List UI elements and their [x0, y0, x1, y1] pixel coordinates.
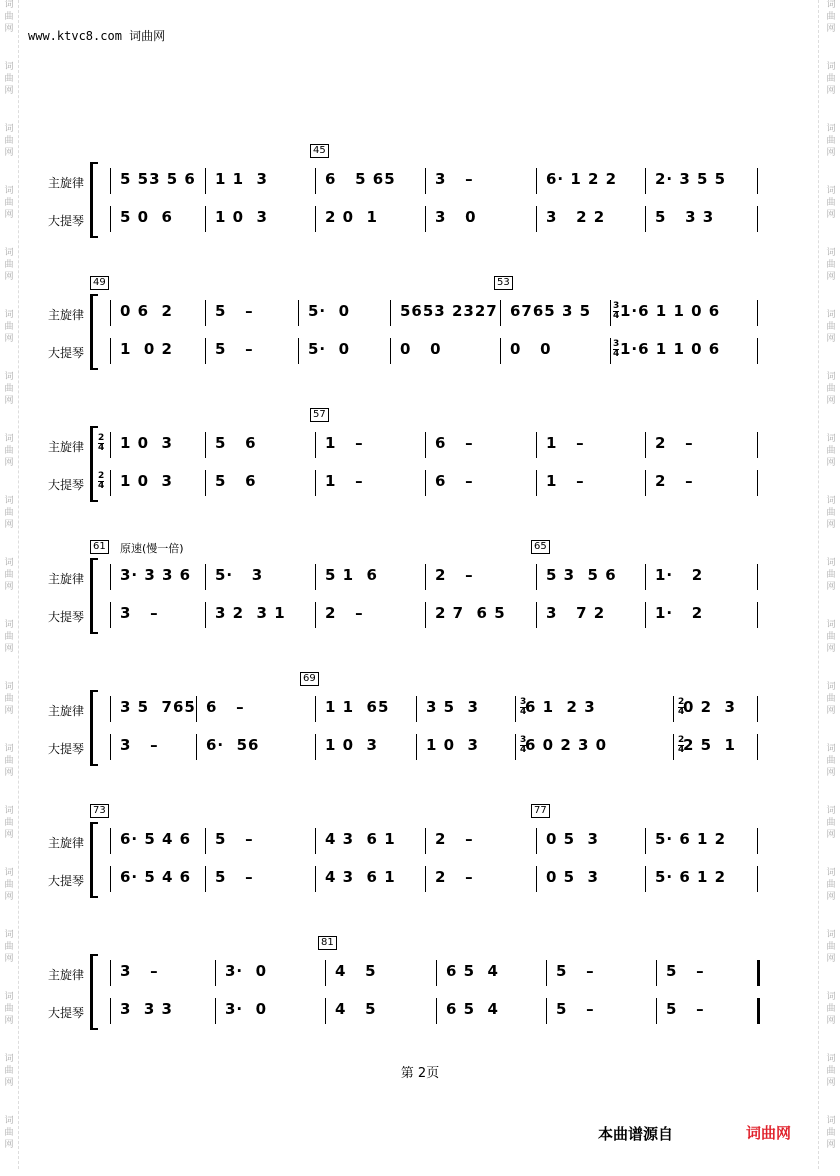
bass-measure: 6 –	[435, 472, 474, 490]
bass-measure: 5 6	[215, 472, 257, 490]
barline	[500, 338, 501, 364]
bass-label: 大提琴	[48, 214, 85, 228]
music-system	[0, 937, 840, 1042]
bass-measure: 3 –	[120, 736, 159, 754]
time-signature: 3 4	[520, 735, 527, 755]
bass-measure: 1 0 2	[120, 340, 173, 358]
barline	[110, 998, 111, 1024]
barline	[515, 734, 516, 760]
barline	[110, 866, 111, 892]
barline	[315, 168, 316, 194]
barline	[757, 564, 758, 590]
barline	[416, 734, 417, 760]
barline	[205, 300, 206, 326]
bass-measure: 3 0	[435, 208, 477, 226]
bass-measure: 3 2 2	[546, 208, 606, 226]
measure-number: 77	[531, 804, 550, 818]
barline	[645, 168, 646, 194]
staff-brace	[90, 822, 98, 898]
barline	[757, 300, 758, 326]
barline	[656, 960, 657, 986]
melody-measure: 2· 3 5 5	[655, 170, 727, 188]
barline	[757, 338, 758, 364]
barline	[215, 960, 216, 986]
melody-measure: 1 1 3	[215, 170, 268, 188]
music-system	[0, 541, 840, 646]
time-signature: 2 4	[98, 471, 105, 491]
staff-brace	[90, 954, 98, 1030]
measure-number: 53	[494, 276, 513, 290]
barline	[610, 300, 611, 326]
barline	[757, 828, 758, 854]
barline	[425, 168, 426, 194]
melody-measure: 2 –	[435, 566, 474, 584]
barline	[205, 168, 206, 194]
melody-measure: 3· 3 3 6	[120, 566, 192, 584]
music-system	[0, 277, 840, 382]
barline	[757, 734, 758, 760]
time-signature: 3 4	[613, 301, 620, 321]
time-signature: 3 4	[520, 697, 527, 717]
barline	[757, 960, 760, 986]
page-number: 第 2页	[400, 1066, 440, 1081]
melody-measure: 3 –	[120, 962, 159, 980]
bass-measure: 2 –	[325, 604, 364, 622]
barline	[315, 432, 316, 458]
barline	[425, 866, 426, 892]
barline	[425, 602, 426, 628]
staff-brace	[90, 558, 98, 634]
barline	[645, 866, 646, 892]
bass-measure: 5 3 3	[655, 208, 715, 226]
melody-measure: 5 6	[215, 434, 257, 452]
bass-measure: 5· 0	[308, 340, 351, 358]
bass-measure: 3 –	[120, 604, 159, 622]
melody-measure: 3 5 765	[120, 698, 196, 716]
bass-measure: 1 0 3	[325, 736, 378, 754]
bass-measure: 1 0 3	[120, 472, 173, 490]
melody-measure: 0 6 2	[120, 302, 173, 320]
measure-number: 69	[300, 672, 319, 686]
barline	[515, 696, 516, 722]
barline	[110, 602, 111, 628]
music-system	[0, 805, 840, 910]
staff-brace	[90, 162, 98, 238]
barline	[416, 696, 417, 722]
melody-label: 主旋律	[48, 836, 85, 850]
time-signature: 2 4	[678, 697, 685, 717]
melody-measure: 1 –	[325, 434, 364, 452]
bass-label: 大提琴	[48, 610, 85, 624]
melody-measure: 2 –	[435, 830, 474, 848]
barline	[315, 602, 316, 628]
barline	[425, 564, 426, 590]
melody-measure: 5 1 6	[325, 566, 378, 584]
barline	[757, 470, 758, 496]
barline	[536, 828, 537, 854]
barline	[110, 696, 111, 722]
melody-measure: 5 3 5 6	[546, 566, 617, 584]
barline	[315, 696, 316, 722]
melody-label: 主旋律	[48, 176, 85, 190]
music-system	[0, 673, 840, 778]
bass-measure: 2 0 1	[325, 208, 378, 226]
melody-measure: 0 2 3	[683, 698, 736, 716]
barline	[205, 338, 206, 364]
barline	[110, 432, 111, 458]
barline	[110, 470, 111, 496]
bass-measure: 4 3 6 1	[325, 868, 396, 886]
melody-label: 主旋律	[48, 572, 85, 586]
bass-measure: 2 –	[435, 868, 474, 886]
measure-number: 45	[310, 144, 329, 158]
staff-brace	[90, 426, 98, 502]
measure-number: 81	[318, 936, 337, 950]
bass-measure: 5· 6 1 2	[655, 868, 727, 886]
bass-label: 大提琴	[48, 874, 85, 888]
barline	[110, 300, 111, 326]
barline	[536, 866, 537, 892]
barline	[673, 696, 674, 722]
barline	[196, 696, 197, 722]
barline	[110, 960, 111, 986]
bass-measure: 0 5 3	[546, 868, 599, 886]
barline	[196, 734, 197, 760]
barline	[546, 998, 547, 1024]
melody-measure: 4 5	[335, 962, 377, 980]
barline	[425, 470, 426, 496]
barline	[645, 828, 646, 854]
bass-measure: 4 5	[335, 1000, 377, 1018]
bass-measure: 5 –	[215, 340, 254, 358]
barline	[610, 338, 611, 364]
site-header: www.ktvc8.com 词曲网	[28, 29, 166, 43]
melody-measure: 6 5 4	[446, 962, 499, 980]
bass-measure: 3 3 3	[120, 1000, 173, 1018]
barline	[436, 998, 437, 1024]
barline	[390, 338, 391, 364]
melody-measure: 5· 0	[308, 302, 351, 320]
barline	[757, 866, 758, 892]
measure-number: 49	[90, 276, 109, 290]
barline	[110, 206, 111, 232]
melody-measure: 6765 3 5	[510, 302, 592, 320]
melody-measure: 5653 2327	[400, 302, 498, 320]
staff-brace	[90, 690, 98, 766]
barline	[645, 470, 646, 496]
melody-measure: 6· 1 2 2	[546, 170, 618, 188]
bass-measure: 3 2 3 1	[215, 604, 286, 622]
melody-label: 主旋律	[48, 704, 85, 718]
barline	[315, 206, 316, 232]
music-system	[0, 409, 840, 514]
barline	[205, 470, 206, 496]
barline	[110, 734, 111, 760]
bass-measure: 5 –	[215, 868, 254, 886]
source-label: 本曲谱源自	[598, 1125, 674, 1143]
barline	[110, 828, 111, 854]
bass-measure: 0 0	[400, 340, 442, 358]
barline	[536, 564, 537, 590]
melody-measure: 5 53 5 6	[120, 170, 196, 188]
barline	[436, 960, 437, 986]
bass-label: 大提琴	[48, 346, 85, 360]
barline	[205, 602, 206, 628]
melody-measure: 1 –	[546, 434, 585, 452]
barline	[546, 960, 547, 986]
melody-label: 主旋律	[48, 440, 85, 454]
barline	[757, 206, 758, 232]
tempo-marking: 原速(慢一倍)	[120, 542, 184, 555]
barline	[205, 432, 206, 458]
barline	[315, 866, 316, 892]
barline	[757, 168, 758, 194]
bass-measure: 3 7 2	[546, 604, 606, 622]
melody-measure: 3 5 3	[426, 698, 479, 716]
bass-measure: 0 0	[510, 340, 552, 358]
barline	[325, 998, 326, 1024]
melody-measure: 5 –	[215, 830, 254, 848]
melody-label: 主旋律	[48, 308, 85, 322]
bass-measure: 5 –	[556, 1000, 595, 1018]
barline	[656, 998, 657, 1024]
melody-measure: 5 –	[666, 962, 705, 980]
barline	[110, 168, 111, 194]
barline	[536, 206, 537, 232]
melody-measure: 0 5 3	[546, 830, 599, 848]
barline	[500, 300, 501, 326]
bass-measure: 1·6 1 1 0 6	[620, 340, 721, 358]
barline	[325, 960, 326, 986]
barline	[536, 470, 537, 496]
time-signature: 3 4	[613, 339, 620, 359]
barline	[536, 168, 537, 194]
barline	[215, 998, 216, 1024]
barline	[298, 300, 299, 326]
time-signature: 2 4	[98, 433, 105, 453]
barline	[425, 828, 426, 854]
melody-measure: 2 –	[655, 434, 694, 452]
bass-measure: 6· 56	[206, 736, 260, 754]
bass-measure: 5 0 6	[120, 208, 173, 226]
melody-measure: 5 –	[215, 302, 254, 320]
barline	[645, 206, 646, 232]
barline	[315, 828, 316, 854]
melody-measure: 3 –	[435, 170, 474, 188]
barline	[298, 338, 299, 364]
measure-number: 61	[90, 540, 109, 554]
barline	[425, 206, 426, 232]
barline	[757, 998, 760, 1024]
bass-measure: 1 0 3	[215, 208, 268, 226]
melody-measure: 6 –	[206, 698, 245, 716]
melody-measure: 5 –	[556, 962, 595, 980]
barline	[757, 602, 758, 628]
melody-measure: 5· 6 1 2	[655, 830, 727, 848]
bass-measure: 6· 5 4 6	[120, 868, 192, 886]
barline	[205, 866, 206, 892]
barline	[110, 338, 111, 364]
measure-number: 65	[531, 540, 550, 554]
melody-measure: 4 3 6 1	[325, 830, 396, 848]
melody-measure: 5· 3	[215, 566, 264, 584]
bass-measure: 5 –	[666, 1000, 705, 1018]
barline	[110, 564, 111, 590]
brand-logo-text: 词曲网	[746, 1124, 792, 1142]
bass-measure: 6 0 2 3 0	[525, 736, 608, 754]
melody-measure: 1·6 1 1 0 6	[620, 302, 721, 320]
barline	[645, 432, 646, 458]
barline	[205, 828, 206, 854]
bass-measure: 2 5 1	[683, 736, 736, 754]
melody-label: 主旋律	[48, 968, 85, 982]
barline	[390, 300, 391, 326]
bass-measure: 3· 0	[225, 1000, 268, 1018]
barline	[673, 734, 674, 760]
measure-number: 73	[90, 804, 109, 818]
bass-label: 大提琴	[48, 1006, 85, 1020]
barline	[757, 696, 758, 722]
melody-measure: 6 –	[435, 434, 474, 452]
left-watermark-strip: 词 曲 网 词 曲 网 词 曲 网 词 曲 网 词 曲 网 词 曲 网 词 曲 网 词 曲 网 词 曲 网 词 曲 网 词 曲 网 词 曲 网 词 曲 网 词 曲 网 词 曲 网 词 曲 网 词 曲 网 词 曲 网 词 曲 网	[4, 0, 14, 1150]
bass-measure: 1 –	[325, 472, 364, 490]
barline	[315, 734, 316, 760]
melody-measure: 6· 5 4 6	[120, 830, 192, 848]
barline	[645, 564, 646, 590]
bass-measure: 1· 2	[655, 604, 704, 622]
barline	[425, 432, 426, 458]
barline	[536, 602, 537, 628]
bass-measure: 6 5 4	[446, 1000, 499, 1018]
barline	[645, 602, 646, 628]
barline	[757, 432, 758, 458]
measure-number: 57	[310, 408, 329, 422]
barline	[205, 564, 206, 590]
bass-label: 大提琴	[48, 478, 85, 492]
melody-measure: 6 1 2 3	[525, 698, 596, 716]
barline	[315, 470, 316, 496]
melody-measure: 1 0 3	[120, 434, 173, 452]
staff-brace	[90, 294, 98, 370]
barline	[205, 206, 206, 232]
melody-measure: 1· 2	[655, 566, 704, 584]
barline	[315, 564, 316, 590]
bass-label: 大提琴	[48, 742, 85, 756]
time-signature: 2 4	[678, 735, 685, 755]
music-system	[0, 145, 840, 250]
bass-measure: 2 –	[655, 472, 694, 490]
melody-measure: 6 5 65	[325, 170, 396, 188]
melody-measure: 3· 0	[225, 962, 268, 980]
bass-measure: 1 0 3	[426, 736, 479, 754]
right-watermark-strip: 词 曲 网 词 曲 网 词 曲 网 词 曲 网 词 曲 网 词 曲 网 词 曲 网 词 曲 网 词 曲 网 词 曲 网 词 曲 网 词 曲 网 词 曲 网 词 曲 网 词 曲 网 词 曲 网 词 曲 网 词 曲 网 词 曲 网	[826, 0, 836, 1150]
bass-measure: 2 7 6 5	[435, 604, 506, 622]
barline	[536, 432, 537, 458]
melody-measure: 1 1 65	[325, 698, 390, 716]
bass-measure: 1 –	[546, 472, 585, 490]
